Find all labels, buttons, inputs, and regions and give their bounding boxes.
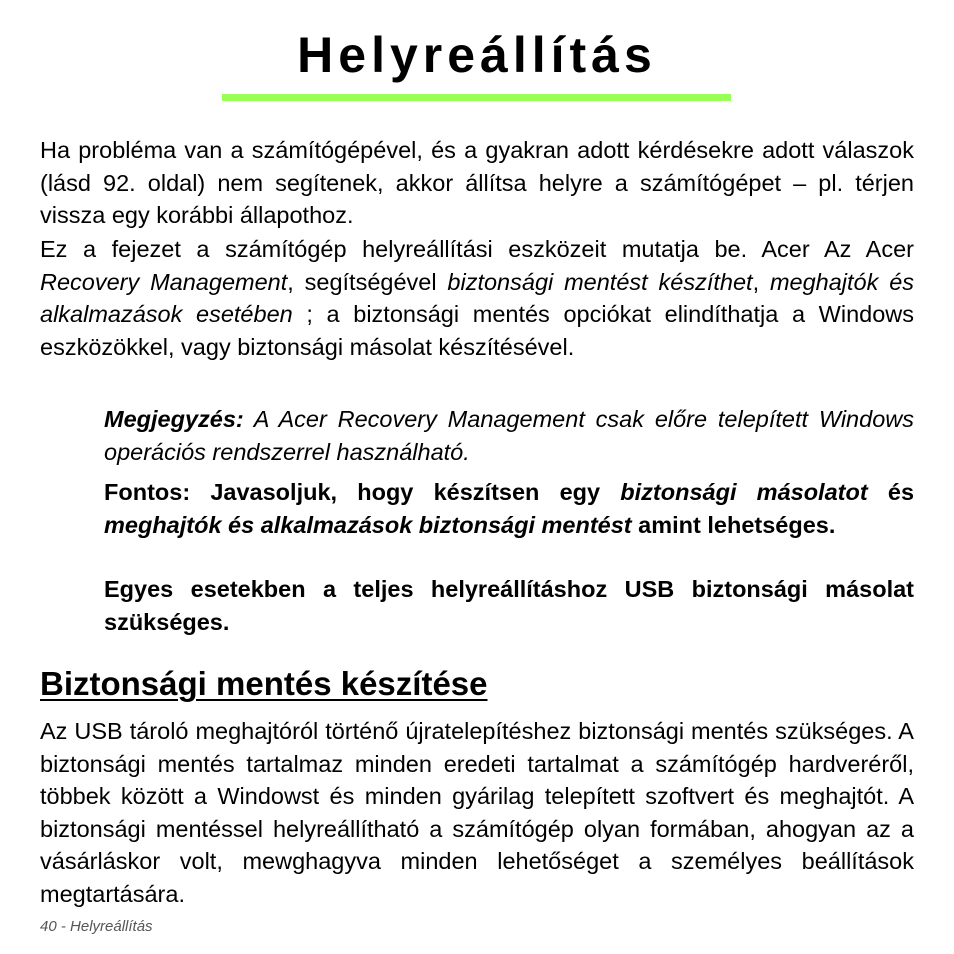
recovery-management-term: Recovery Management — [40, 268, 288, 295]
section-heading: Biztonsági mentés készítése — [40, 665, 488, 702]
intro-paragraph-2 — [40, 233, 914, 363]
important-text-1: Fontos: Javasoljuk, hogy készítsen egy — [104, 479, 621, 505]
intro-paragraph-1: Ha probléma van a számítógépével, és a gyakran adott kérdésekre adott válaszok (lásd 92. oldal) nem segítenek, akkor állítsa helyre a számítógépet – pl. térjen vissza egy korábbi állapothoz. — [40, 137, 914, 228]
note-paragraph — [104, 403, 914, 468]
important-text-3: amint lehetséges. — [631, 511, 836, 538]
note-label: Megjegyzés: — [104, 406, 244, 432]
important-paragraph — [104, 476, 914, 541]
drivers-apps-backup-term: meghajtók és alkalmazások biztonsági mentést — [104, 511, 632, 538]
title-underline-bar — [222, 94, 731, 101]
note-text: A Acer Recovery Management csak előre telepített Windows operációs rendszerrel használható. — [104, 406, 914, 465]
backup-term: biztonsági mentést készíthet — [447, 268, 753, 295]
intro-p2-text-1: Ez a fejezet a számítógép helyreállítási eszközeit mutatja be. Acer Az Acer — [40, 236, 914, 262]
intro-p2-text-2: , segítségével — [287, 268, 448, 295]
section-paragraph: Az USB tároló meghajtóról történő újratelepítéshez biztonsági mentés szükséges. A biztonsági mentés tartalmaz minden eredeti tartalmat a számítógép hardveréről, többek között a Windowst és minden gyárilag telepített szoftvert és meghajtót. A biztonsági mentéssel helyreállítható a számítógép olyan formában, ahogyan az a vásárláskor volt, mewghagyva minden lehetőséget a személyes beállítások megtartására. — [40, 718, 914, 907]
page-footer: 40 - Helyreállítás — [40, 918, 153, 935]
backup-copy-term: biztonsági másolatot — [620, 479, 868, 505]
important-text-2: és — [867, 479, 915, 505]
intro-p2-text-4: ; a biztonsági mentés opciókat elindíthatja a Windows eszközökkel, vagy biztonsági másolat készítésével. — [40, 301, 915, 360]
page-title: Helyreállítás — [297, 27, 657, 83]
intro-p2-text-3: , — [752, 268, 770, 295]
important-paragraph-2: Egyes esetekben a teljes helyreállításhoz USB biztonsági másolat szükséges. — [104, 576, 914, 635]
drivers-apps-term: meghajtók és alkalmazások esetében — [40, 268, 915, 327]
